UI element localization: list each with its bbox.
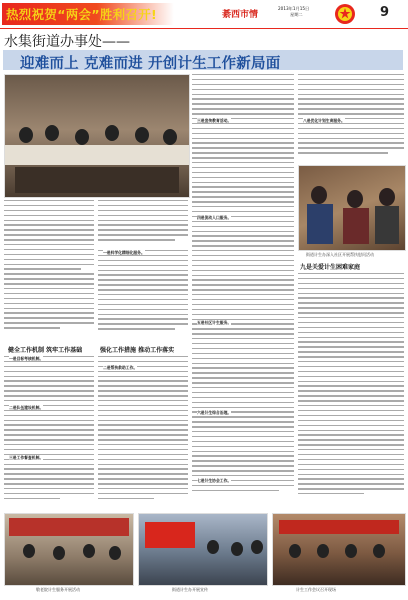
intro-text-2	[98, 200, 188, 245]
lead-9: 六是计生综合治理。	[197, 410, 232, 415]
section-title: 綦西市情	[222, 10, 259, 20]
section-heading-3: 九是关爱计生困难家庭	[300, 264, 361, 271]
lead-7: 四是流动人口服务。	[197, 215, 232, 220]
caption-bottom-3: 计生工作会议召开现场	[296, 587, 336, 592]
lead-3: 三是工作督查机制。	[9, 455, 44, 460]
col4-text	[298, 273, 404, 505]
main-photo	[4, 74, 190, 198]
headline-kicker: 水集街道办事处——	[4, 34, 130, 50]
lead-10: 七是计生协会工作。	[197, 478, 232, 483]
lead-11: 八是优化计划生育服务。	[303, 118, 345, 123]
page-number: 9	[380, 5, 390, 20]
caption-bottom-2: 街道计生办开展宣传	[172, 587, 208, 592]
lead-1: 一是目标考核机制。	[9, 356, 44, 361]
party-emblem-icon	[334, 3, 356, 25]
caption-bottom-1: 敬老院计生服务开展活动	[36, 587, 80, 592]
col3-text	[192, 74, 294, 504]
headline: 迎难而上 克难而进 开创计生工作新局面	[20, 56, 281, 72]
intro-text	[4, 200, 94, 340]
col2-text	[98, 356, 188, 508]
lead-6: 三是宣传教育活动。	[197, 118, 232, 123]
caption-right-photo: 街道计生办深入社区开展帮扶慰问活动	[306, 252, 374, 257]
right-photo	[298, 165, 406, 251]
banner-text: 热烈祝贺“两会”胜利召开!	[6, 7, 158, 22]
lead-4: 一是科学化精细化服务。	[103, 250, 145, 255]
section-heading-1: 健全工作机制 筑牢工作基础	[8, 347, 83, 354]
col2-text-top	[98, 250, 188, 340]
lead-2: 二是队伍建设机制。	[9, 405, 44, 410]
weekday: 星期二	[290, 12, 303, 17]
bottom-photo-2	[138, 513, 268, 586]
bottom-photo-1	[4, 513, 134, 586]
date-line: 2013年1月15日	[278, 6, 310, 11]
lead-5: 二是帮扶救助工作。	[103, 365, 138, 370]
col1-text	[4, 356, 94, 508]
lead-8: 五是社区计生服务。	[197, 320, 232, 325]
banner	[2, 3, 174, 25]
section-heading-2: 强化工作措施 推动工作落实	[100, 347, 175, 354]
bottom-photo-3	[272, 513, 406, 586]
